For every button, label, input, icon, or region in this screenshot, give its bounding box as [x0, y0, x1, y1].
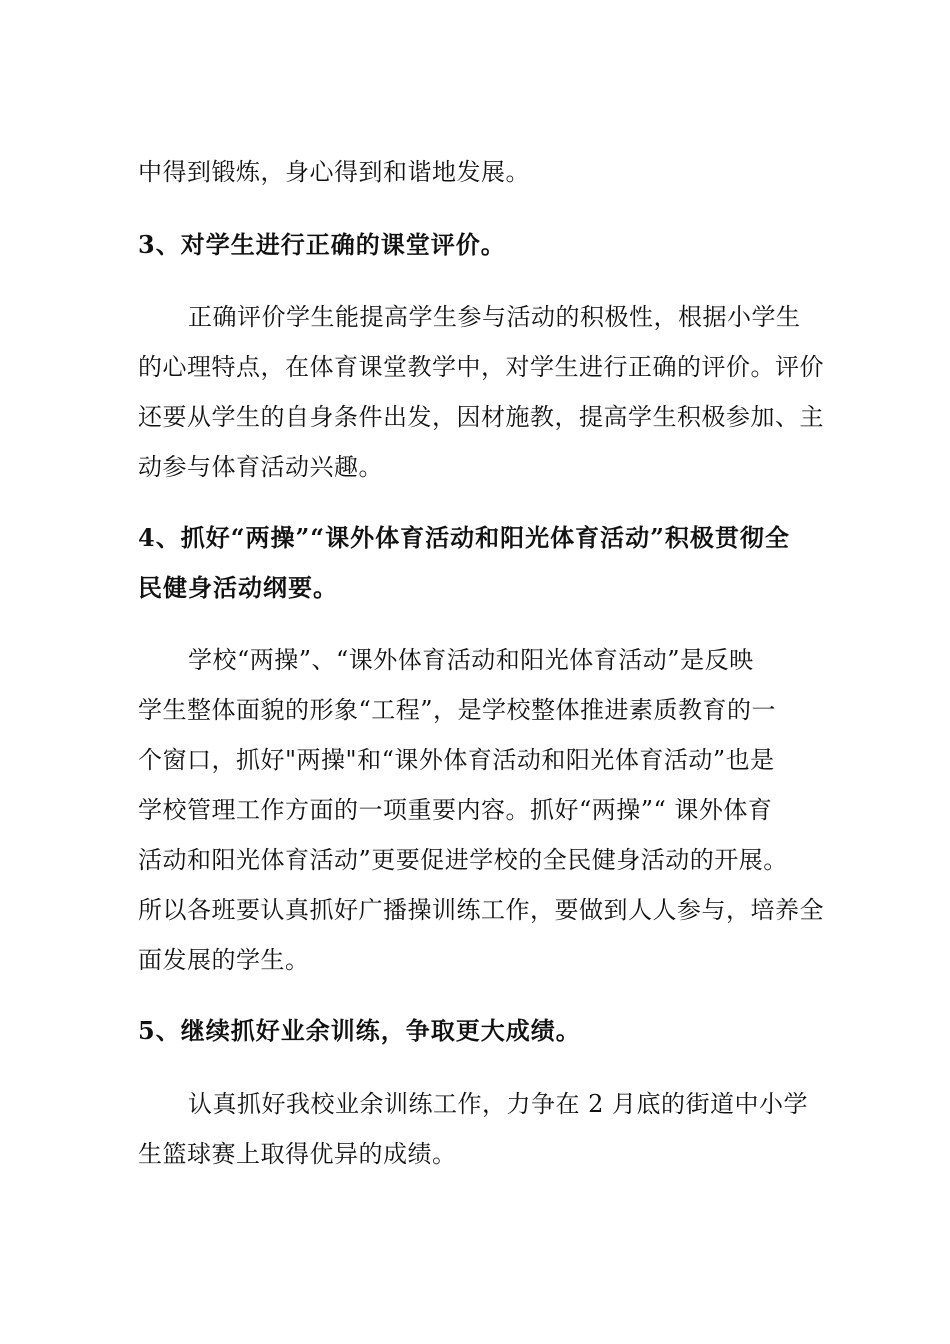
- paragraph-line: 中得到锻炼，身心得到和谐地发展。: [138, 158, 530, 186]
- paragraph-line: 学校管理工作方面的一项重要内容。抓好“两操”“ 课外体育: [138, 796, 773, 824]
- paragraph-line: 动参与体育活动兴趣。: [138, 453, 383, 481]
- section-heading-5: 5、继续抓好业余训练，争取更大成绩。: [138, 1016, 581, 1045]
- paragraph-line: 的心理特点，在体育课堂教学中，对学生进行正确的评价。评价: [138, 353, 824, 381]
- paragraph-line: 活动和阳光体育活动”更要促进学校的全民健身活动的开展。: [138, 846, 788, 874]
- section-heading-3: 3、对学生进行正确的课堂评价。: [138, 230, 506, 259]
- paragraph-line: 认真抓好我校业余训练工作，力争在 2 月底的街道中小学: [188, 1090, 809, 1118]
- paragraph-line: 所以各班要认真抓好广播操训练工作，要做到人人参与，培养全: [138, 896, 824, 924]
- paragraph-line: 正确评价学生能提高学生参与活动的积极性，根据小学生: [188, 303, 801, 331]
- section-heading-4-cont: 民健身活动纲要。: [138, 573, 338, 602]
- paragraph-line: 面发展的学生。: [138, 946, 310, 974]
- paragraph-line: 还要从学生的自身条件出发，因材施教，提高学生积极参加、主: [138, 403, 824, 431]
- paragraph-line: 学生整体面貌的形象“工程”，是学校整体推进素质教育的一: [138, 696, 777, 724]
- section-heading-4: 4、抓好“两操”“课外体育活动和阳光体育活动”积极贯彻全: [138, 523, 790, 552]
- paragraph-line: 个窗口，抓好"两操"和“课外体育活动和阳光体育活动”也是: [138, 746, 775, 774]
- paragraph-line: 学校“两操”、“课外体育活动和阳光体育活动”是反映: [188, 646, 754, 674]
- paragraph-line: 生篮球赛上取得优异的成绩。: [138, 1140, 457, 1168]
